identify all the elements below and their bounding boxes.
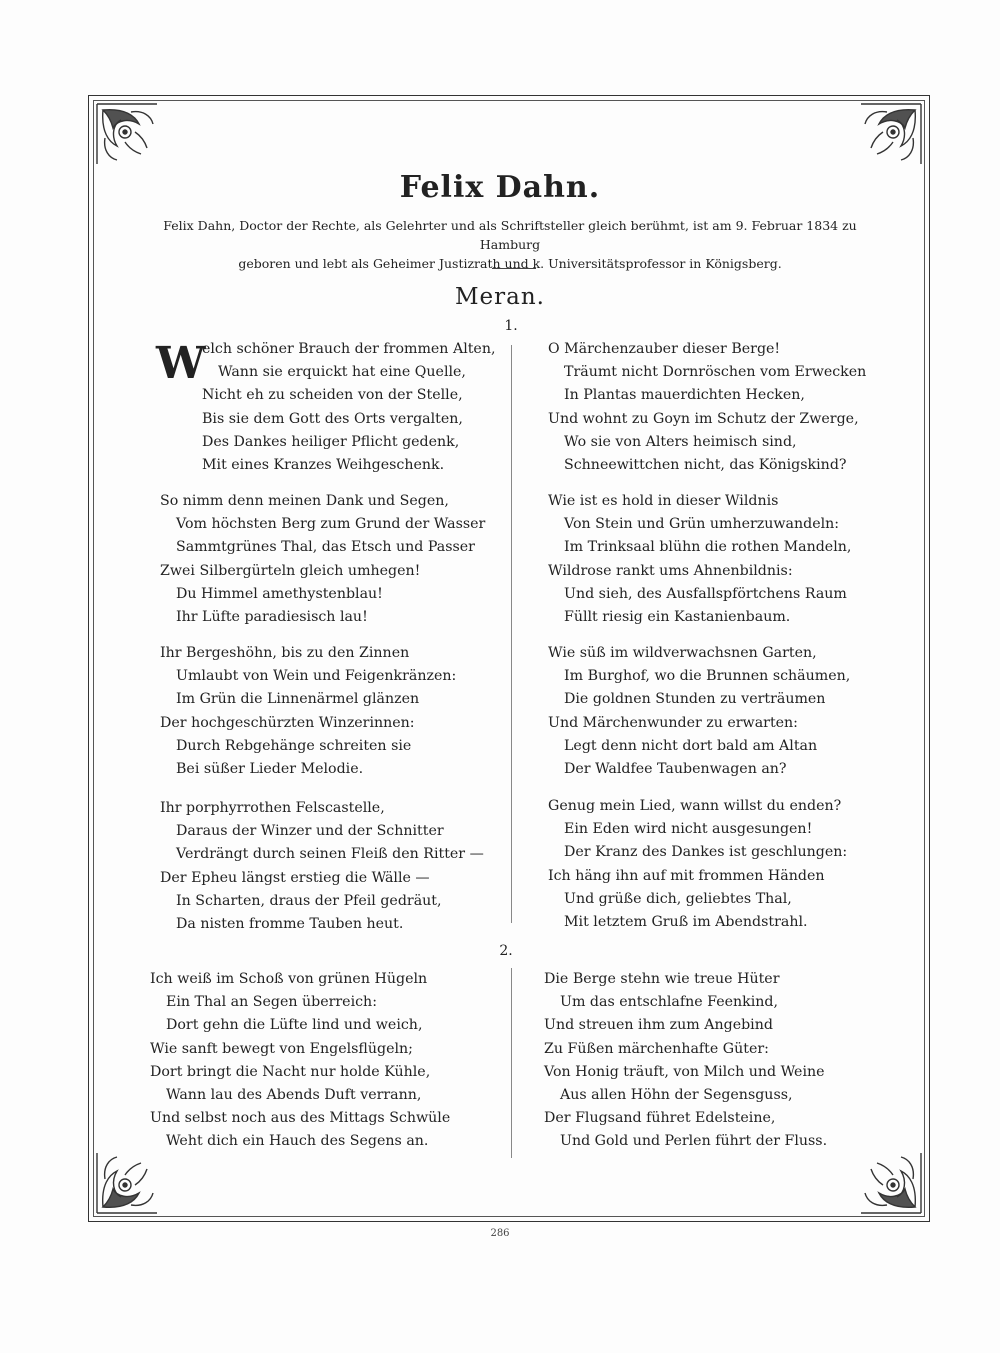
section-number: 2. [499, 943, 513, 959]
column-divider [511, 968, 512, 1158]
verse-line: Mit letztem Gruß im Abendstrahl. [564, 914, 808, 931]
verse-line: Zwei Silbergürteln gleich umhegen! [160, 562, 421, 579]
verse-line: Genug mein Lied, wann willst du enden? [548, 798, 842, 814]
column-divider [511, 345, 512, 923]
verse-line: Vom höchsten Berg zum Grund der Wasser [176, 516, 486, 533]
verse-line: Bei süßer Lieder Melodie. [176, 761, 364, 778]
verse-line: Aus allen Höhn der Segensguss, [560, 1087, 793, 1104]
verse-line: Die Berge stehn wie treue Hüter [544, 971, 780, 987]
verse-line: Um das entschlafne Feenkind, [560, 994, 779, 1011]
verse-line: Durch Rebgehänge schreiten sie [176, 737, 412, 754]
verse-line: In Scharten, draus der Pfeil gedräut, [176, 892, 442, 909]
verse-line: elch schöner Brauch der frommen Alten, [202, 341, 496, 357]
stanza [202, 338, 495, 477]
verse-line: Umlaubt von Wein und Feigenkränzen: [176, 668, 457, 685]
verse-line: Wie sanft bewegt von Engelsflügeln; [150, 1040, 413, 1057]
author-bio [150, 216, 870, 273]
verse-line: Im Grün die Linnenärmel glänzen [176, 691, 420, 708]
corner-ornament-bottom-right [859, 1151, 923, 1215]
verse-line: Ihr Lüfte paradiesisch lau! [176, 609, 368, 626]
verse-line: Und streuen ihm zum Angebind [544, 1017, 773, 1034]
verse-line: Von Honig träuft, von Milch und Weine [544, 1063, 825, 1080]
verse-line: Und sieh, des Ausfallspförtchens Raum [564, 585, 847, 602]
verse-line: Dort gehn die Lüfte lind und weich, [166, 1017, 423, 1034]
stanza [544, 968, 827, 1154]
verse-line: Sammtgrünes Thal, das Etsch und Passer [176, 539, 475, 556]
stanza [160, 642, 456, 781]
verse-line: Ihr porphyrrothen Felscastelle, [160, 800, 385, 816]
verse-line: Und Märchenwunder zu erwarten: [548, 714, 798, 731]
verse-line: Nicht eh zu scheiden von der Stelle, [202, 387, 463, 404]
verse-line: Und selbst noch aus des Mittags Schwüle [150, 1110, 451, 1127]
drop-cap: W [156, 338, 206, 389]
verse-line: Verdrängt durch seinen Fleiß den Ritter — [176, 846, 484, 863]
verse-line: So nimm denn meinen Dank und Segen, [160, 493, 449, 509]
verse-line: Und grüße dich, geliebtes Thal, [564, 890, 792, 907]
verse-line: Ich weiß im Schoß von grünen Hügeln [150, 971, 428, 987]
verse-line: Ihr Bergeshöhn, bis zu den Zinnen [160, 645, 410, 661]
stanza [548, 642, 850, 781]
verse-line: Weht dich ein Hauch des Segens an. [166, 1133, 429, 1150]
verse-line: Daraus der Winzer und der Schnitter [176, 823, 444, 840]
verse-line: Ich häng ihn auf mit frommen Händen [548, 867, 825, 884]
verse-line: Mit eines Kranzes Weihgeschenk. [202, 457, 445, 474]
verse-line: Du Himmel amethystenblau! [176, 585, 383, 602]
verse-line: Schneewittchen nicht, das Königskind? [564, 457, 847, 474]
verse-line: Und Gold und Perlen führt der Fluss. [560, 1133, 828, 1150]
verse-line: Von Stein und Grün umherzuwandeln: [564, 516, 840, 533]
verse-line: Wildrose rankt ums Ahnenbildnis: [548, 562, 793, 579]
verse-line: Dort bringt die Nacht nur holde Kühle, [150, 1063, 431, 1080]
poem-title: Meran. [455, 284, 545, 310]
verse-line: Im Trinksaal blühn die rothen Mandeln, [564, 539, 852, 556]
verse-line: Füllt riesig ein Kastanienbaum. [564, 609, 791, 626]
verse-line: Träumt nicht Dornröschen vom Erwecken [564, 364, 867, 381]
verse-line: Im Burghof, wo die Brunnen schäumen, [564, 668, 851, 685]
bio-line: Felix Dahn, Doctor der Rechte, als Gelehrter und als Schriftsteller gleich berühmt, ist am 9. Februar 1834 zu Hamburg [163, 218, 857, 252]
verse-line: Der Epheu längst erstieg die Wälle — [160, 869, 430, 886]
verse-line: Ein Thal an Segen überreich: [166, 994, 377, 1011]
verse-line: Da nisten fromme Tauben heut. [176, 916, 404, 933]
verse-line: Bis sie dem Gott des Orts vergalten, [202, 410, 463, 427]
stanza [548, 338, 866, 477]
verse-line: Der Kranz des Dankes ist geschlungen: [564, 844, 848, 861]
verse-line: Wie ist es hold in dieser Wildnis [548, 493, 779, 509]
verse-line: Die goldnen Stunden zu verträumen [564, 691, 826, 708]
bio-line: geboren und lebt als Geheimer Justizrath und k. Universitätsprofessor in Königsberg. [238, 256, 782, 271]
verse-line: Ein Eden wird nicht ausgesungen! [564, 821, 813, 838]
verse-line: Wie süß im wildverwachsnen Garten, [548, 645, 817, 661]
stanza [160, 490, 485, 629]
verse-line: In Plantas mauerdichten Hecken, [564, 387, 805, 404]
corner-ornament-top-right [859, 102, 923, 166]
verse-line: O Märchenzauber dieser Berge! [548, 341, 781, 357]
section-number: 1. [504, 318, 518, 334]
stanza [150, 968, 450, 1154]
stanza [548, 490, 851, 629]
verse-line: Der Waldfee Taubenwagen an? [564, 761, 787, 778]
verse-line: Wann sie erquickt hat eine Quelle, [218, 364, 466, 381]
stanza [548, 795, 847, 934]
title-divider [492, 268, 536, 269]
corner-ornament-bottom-left [95, 1151, 159, 1215]
verse-line: Der Flugsand führet Edelsteine, [544, 1110, 776, 1127]
verse-line: Zu Füßen märchenhafte Güter: [544, 1040, 769, 1057]
verse-line: Wo sie von Alters heimisch sind, [564, 433, 797, 450]
verse-line: Des Dankes heiliger Pflicht gedenk, [202, 433, 460, 450]
verse-line: Und wohnt zu Goyn im Schutz der Zwerge, [548, 410, 859, 427]
page-number: 286 [490, 1228, 510, 1239]
stanza [160, 797, 484, 936]
corner-ornament-top-left [95, 102, 159, 166]
author-title: Felix Dahn. [399, 170, 601, 205]
verse-line: Der hochgeschürzten Winzerinnen: [160, 714, 415, 731]
verse-line: Legt denn nicht dort bald am Altan [564, 737, 818, 754]
verse-line: Wann lau des Abends Duft verrann, [166, 1087, 422, 1104]
